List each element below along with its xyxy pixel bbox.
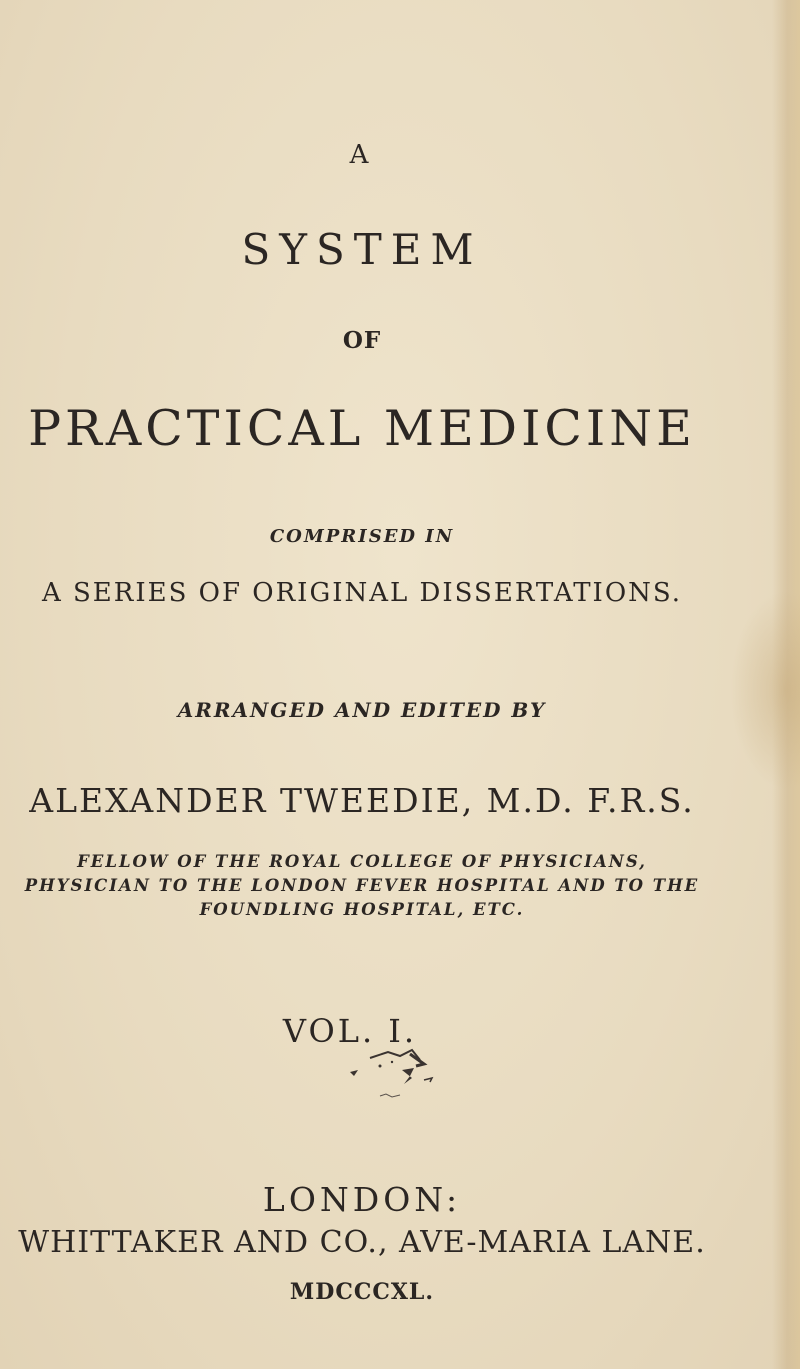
place-of-publication: LONDON: <box>262 1180 462 1219</box>
volume-number: VOL. I. <box>282 1012 418 1050</box>
title-article: A <box>349 140 371 170</box>
credential-line: FELLOW OF THE ROYAL COLLEGE OF PHYSICIANS, <box>77 852 647 871</box>
title-practical-medicine: PRACTICAL MEDICINE <box>28 400 696 457</box>
comprised-in: COMPRISED IN <box>269 526 455 547</box>
library-stamp-marks <box>340 1040 450 1100</box>
title-of: OF <box>342 327 382 354</box>
publication-year: MDCCCXL. <box>289 1279 435 1305</box>
publisher-line: WHITTAKER AND CO., AVE-MARIA LANE. <box>18 1225 706 1260</box>
paper-stain <box>730 590 800 790</box>
series-line: A SERIES OF ORIGINAL DISSERTATIONS. <box>41 578 683 608</box>
credential-line: FOUNDLING HOSPITAL, ETC. <box>199 900 525 919</box>
credential-line: PHYSICIAN TO THE LONDON FEVER HOSPITAL AND TO THE <box>24 876 700 895</box>
author-name: ALEXANDER TWEEDIE, M.D. F.R.S. <box>29 781 695 820</box>
title-system: SYSTEM <box>241 225 483 274</box>
arranged-line: ARRANGED AND EDITED BY <box>177 698 547 722</box>
